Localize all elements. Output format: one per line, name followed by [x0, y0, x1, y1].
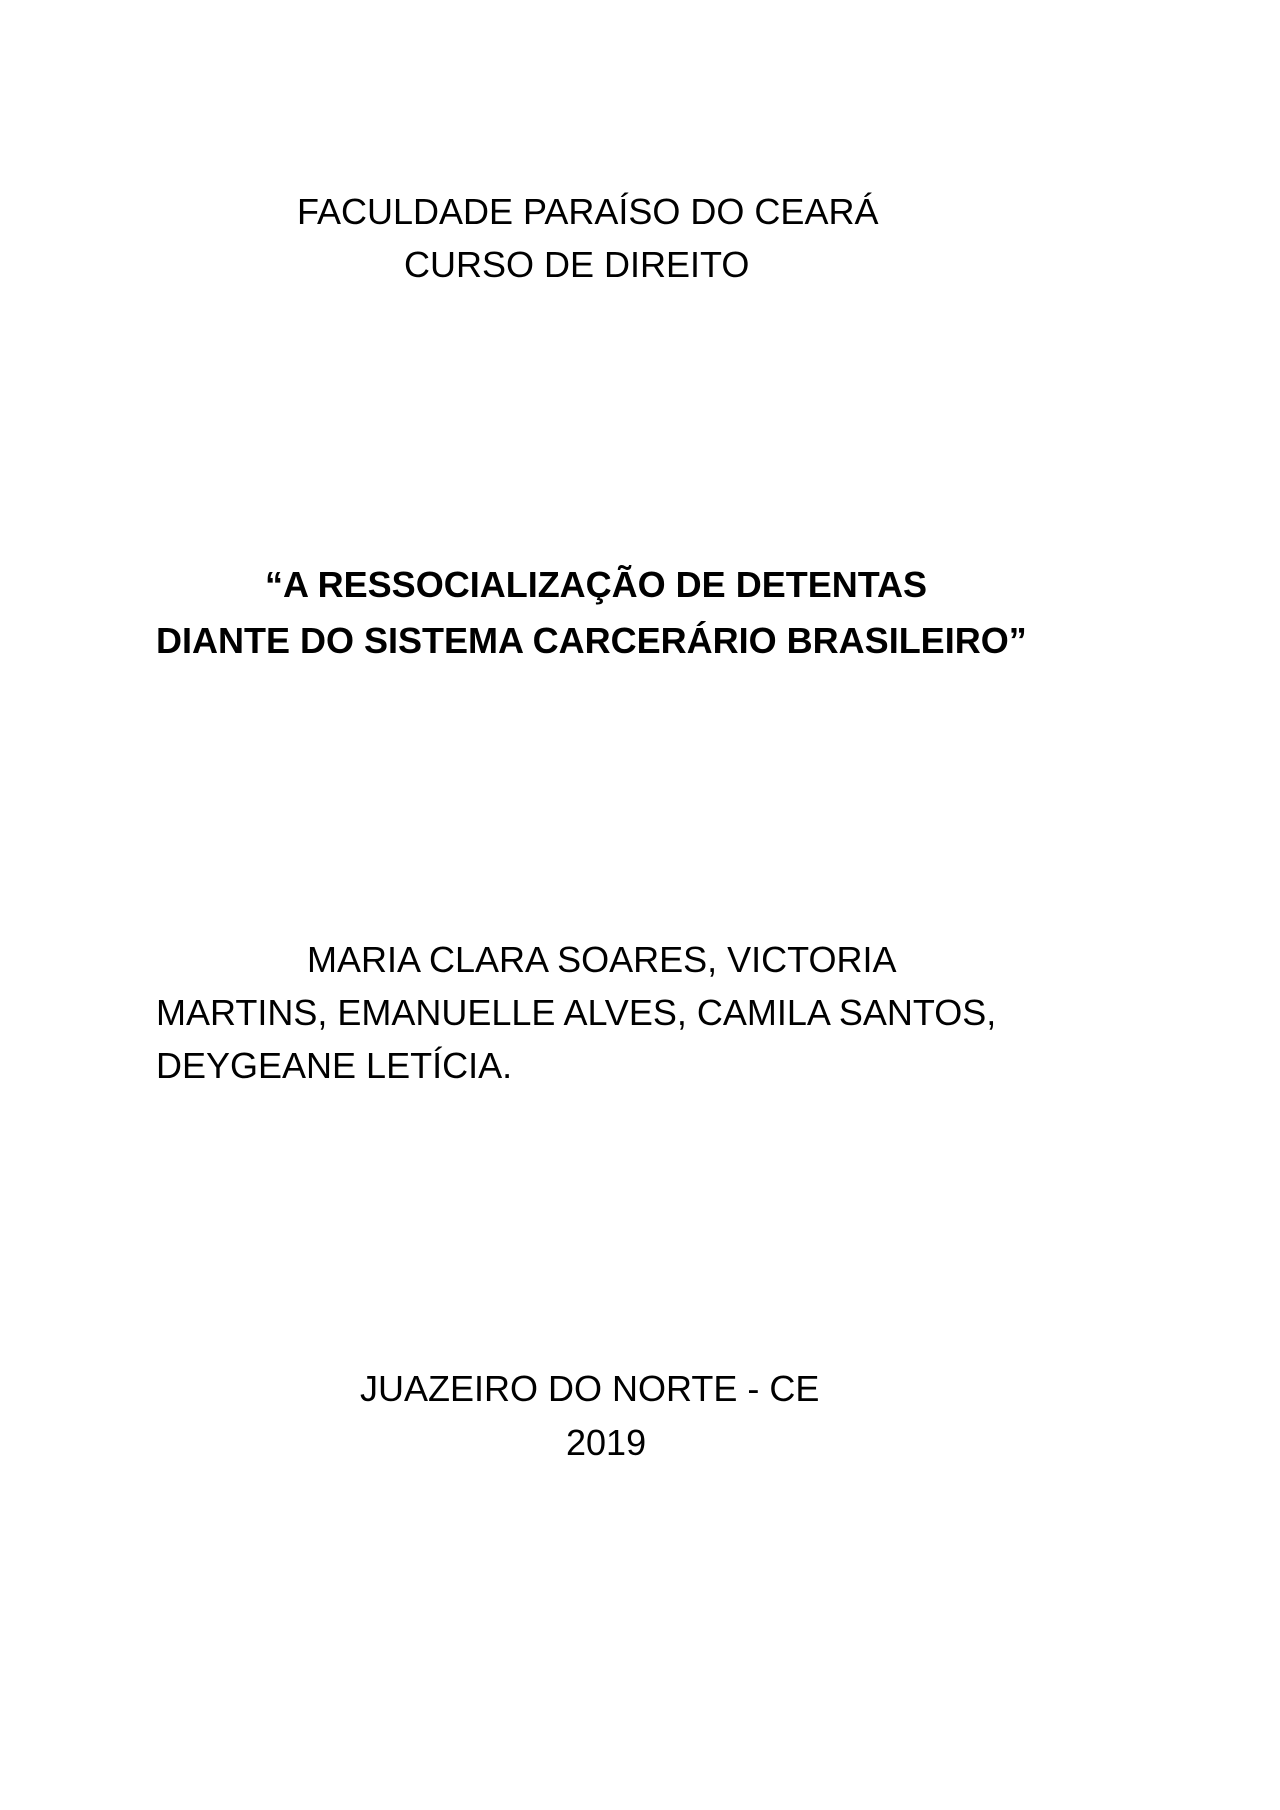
course-name: CURSO DE DIREITO	[404, 244, 750, 285]
city-label: JUAZEIRO DO NORTE - CE	[360, 1368, 820, 1409]
authors-line-1: MARIA CLARA SOARES, VICTORIA	[307, 939, 897, 980]
institution-name: FACULDADE PARAÍSO DO CEARÁ	[297, 191, 879, 232]
authors-line-2: MARTINS, EMANUELLE ALVES, CAMILA SANTOS,	[156, 992, 997, 1033]
year-label: 2019	[566, 1422, 647, 1463]
title-line-1: “A RESSOCIALIZAÇÃO DE DETENTAS	[265, 564, 928, 605]
title-line-2: DIANTE DO SISTEMA CARCERÁRIO BRASILEIRO”	[156, 620, 1027, 661]
authors-line-3: DEYGEANE LETÍCIA.	[156, 1045, 513, 1086]
